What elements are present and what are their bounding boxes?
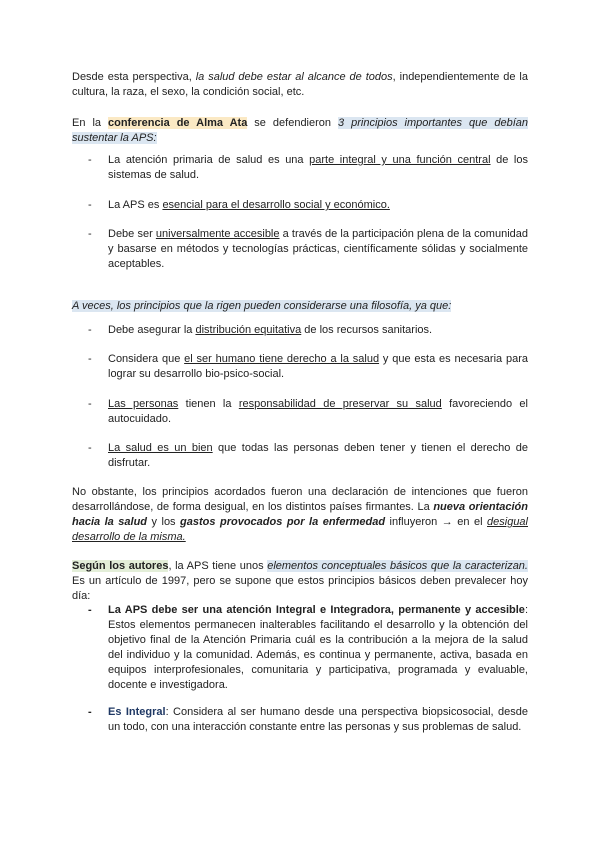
underlined-italic-phrase: desigual desarrollo de la misma.: [72, 516, 528, 543]
list-item: - Debe ser universalmente accesible a través de la participación plena de la comunidad y basarse en métodos y tecnologías prácticas, científicamente sólidas y socialmente aceptables.: [88, 228, 528, 270]
underlined-phrase: el ser humano tiene derecho a la salud: [184, 353, 380, 365]
highlight-principios: 3 principios importantes que debían sustentar la APS:: [72, 117, 528, 144]
italic-phrase: la salud debe estar al alcance de todos: [195, 71, 393, 83]
paragraph-no-obstante: No obstante, los principios acordados fueron una declaración de intenciones que fueron desarrollándose, de forma desigual, en los distintos países firmantes. La nueva orientación hacia la salud y los gastos provocados por la enfermedad influyeron → en el desigual desarrollo de la misma.: [72, 486, 528, 543]
underlined-phrase: La salud es un bien: [108, 442, 213, 454]
bullet-dash: -: [88, 353, 92, 365]
bullet-dash: -: [88, 324, 92, 336]
highlight-conferencia: conferencia de Alma Ata: [107, 117, 248, 129]
underlined-phrase: distribución equitativa: [195, 324, 302, 336]
list-item: - La APS debe ser una atención Integral e Integradora, permanente y accesible: Estos elementos permanecen inalterables facilitando el desarrollo y la obtención del objetivo final de la Atención Primaria cuál es la contribución a la mejora de la salud del individuo y la comunidad. Además, es continua y permanente, activa, basada en equipos interprofesionales, comunitaria y participativa, programada y evaluable, docente e investigadora.: [88, 604, 528, 691]
bold-italic-phrase: gastos provocados por la enfermedad: [180, 516, 386, 528]
bullet-dash: -: [88, 706, 92, 718]
paragraph-autores: Según los autores, la APS tiene unos elementos conceptuales básicos que la caracterizan. Es un artículo de 1997, pero se supone que estos principios básicos deben prevalecer hoy día:: [72, 560, 528, 602]
list-item: - Es Integral: Considera al ser humano desde una perspectiva biopsicosocial, desde un todo, con una interacción constante entre las personas y sus problemas de salud.: [88, 706, 528, 733]
underlined-phrase: responsabilidad de preservar su salud: [238, 398, 442, 410]
highlight-filosofia: A veces, los principios que la rigen pueden considerarse una filosofía, ya que:: [72, 300, 452, 312]
list-item: - La atención primaria de salud es una parte integral y una función central de los sistemas de salud.: [88, 154, 528, 181]
bullet-dash: -: [88, 398, 92, 410]
text: , independientemente de la cultura, la raza, el sexo, la condición social, etc.: [72, 71, 528, 98]
bold-heading: La APS debe ser una atención Integral e Integradora, permanente y accesible: [108, 604, 525, 616]
bold-heading: Es Integral: [108, 706, 166, 718]
underlined-phrase: esencial para el desarrollo social y económico.: [162, 199, 390, 211]
paragraph-alma-ata: [72, 116, 528, 146]
underlined-phrase: Las personas: [108, 398, 179, 410]
bold-italic-phrase: nueva orientación hacia la salud: [72, 501, 528, 528]
list-item: - Debe asegurar la distribución equitativa de los recursos sanitarios.: [88, 324, 433, 336]
bullet-dash: -: [88, 154, 92, 166]
highlight-autores: Según los autores: [72, 560, 169, 572]
underlined-phrase: parte integral y una función central: [309, 154, 491, 166]
bullet-dash: -: [88, 604, 92, 616]
highlight-elementos: elementos conceptuales básicos que la caracterizan.: [267, 560, 528, 572]
text: se defendieron: [247, 117, 338, 129]
text: En la: [72, 117, 108, 129]
list-item: - Considera que el ser humano tiene derecho a la salud y que esta es necesaria para lograr su desarrollo bio-psico-social.: [88, 353, 528, 380]
paragraph-filosofia: [72, 299, 528, 314]
list-item: - La salud es un bien que todas las personas deben tener y tienen el derecho de disfrutar.: [88, 442, 528, 469]
list-item: - Las personas tienen la responsabilidad de preservar su salud favoreciendo el autocuidado.: [88, 398, 528, 425]
underlined-phrase: universalmente accesible: [155, 228, 280, 240]
paragraph-perspectiva: [72, 70, 528, 100]
text: Desde esta perspectiva,: [72, 71, 196, 83]
bullet-dash: -: [88, 228, 92, 240]
bullet-dash: -: [88, 442, 92, 454]
list-item: - La APS es esencial para el desarrollo social y económico.: [88, 199, 390, 211]
bullet-dash: -: [88, 199, 92, 211]
